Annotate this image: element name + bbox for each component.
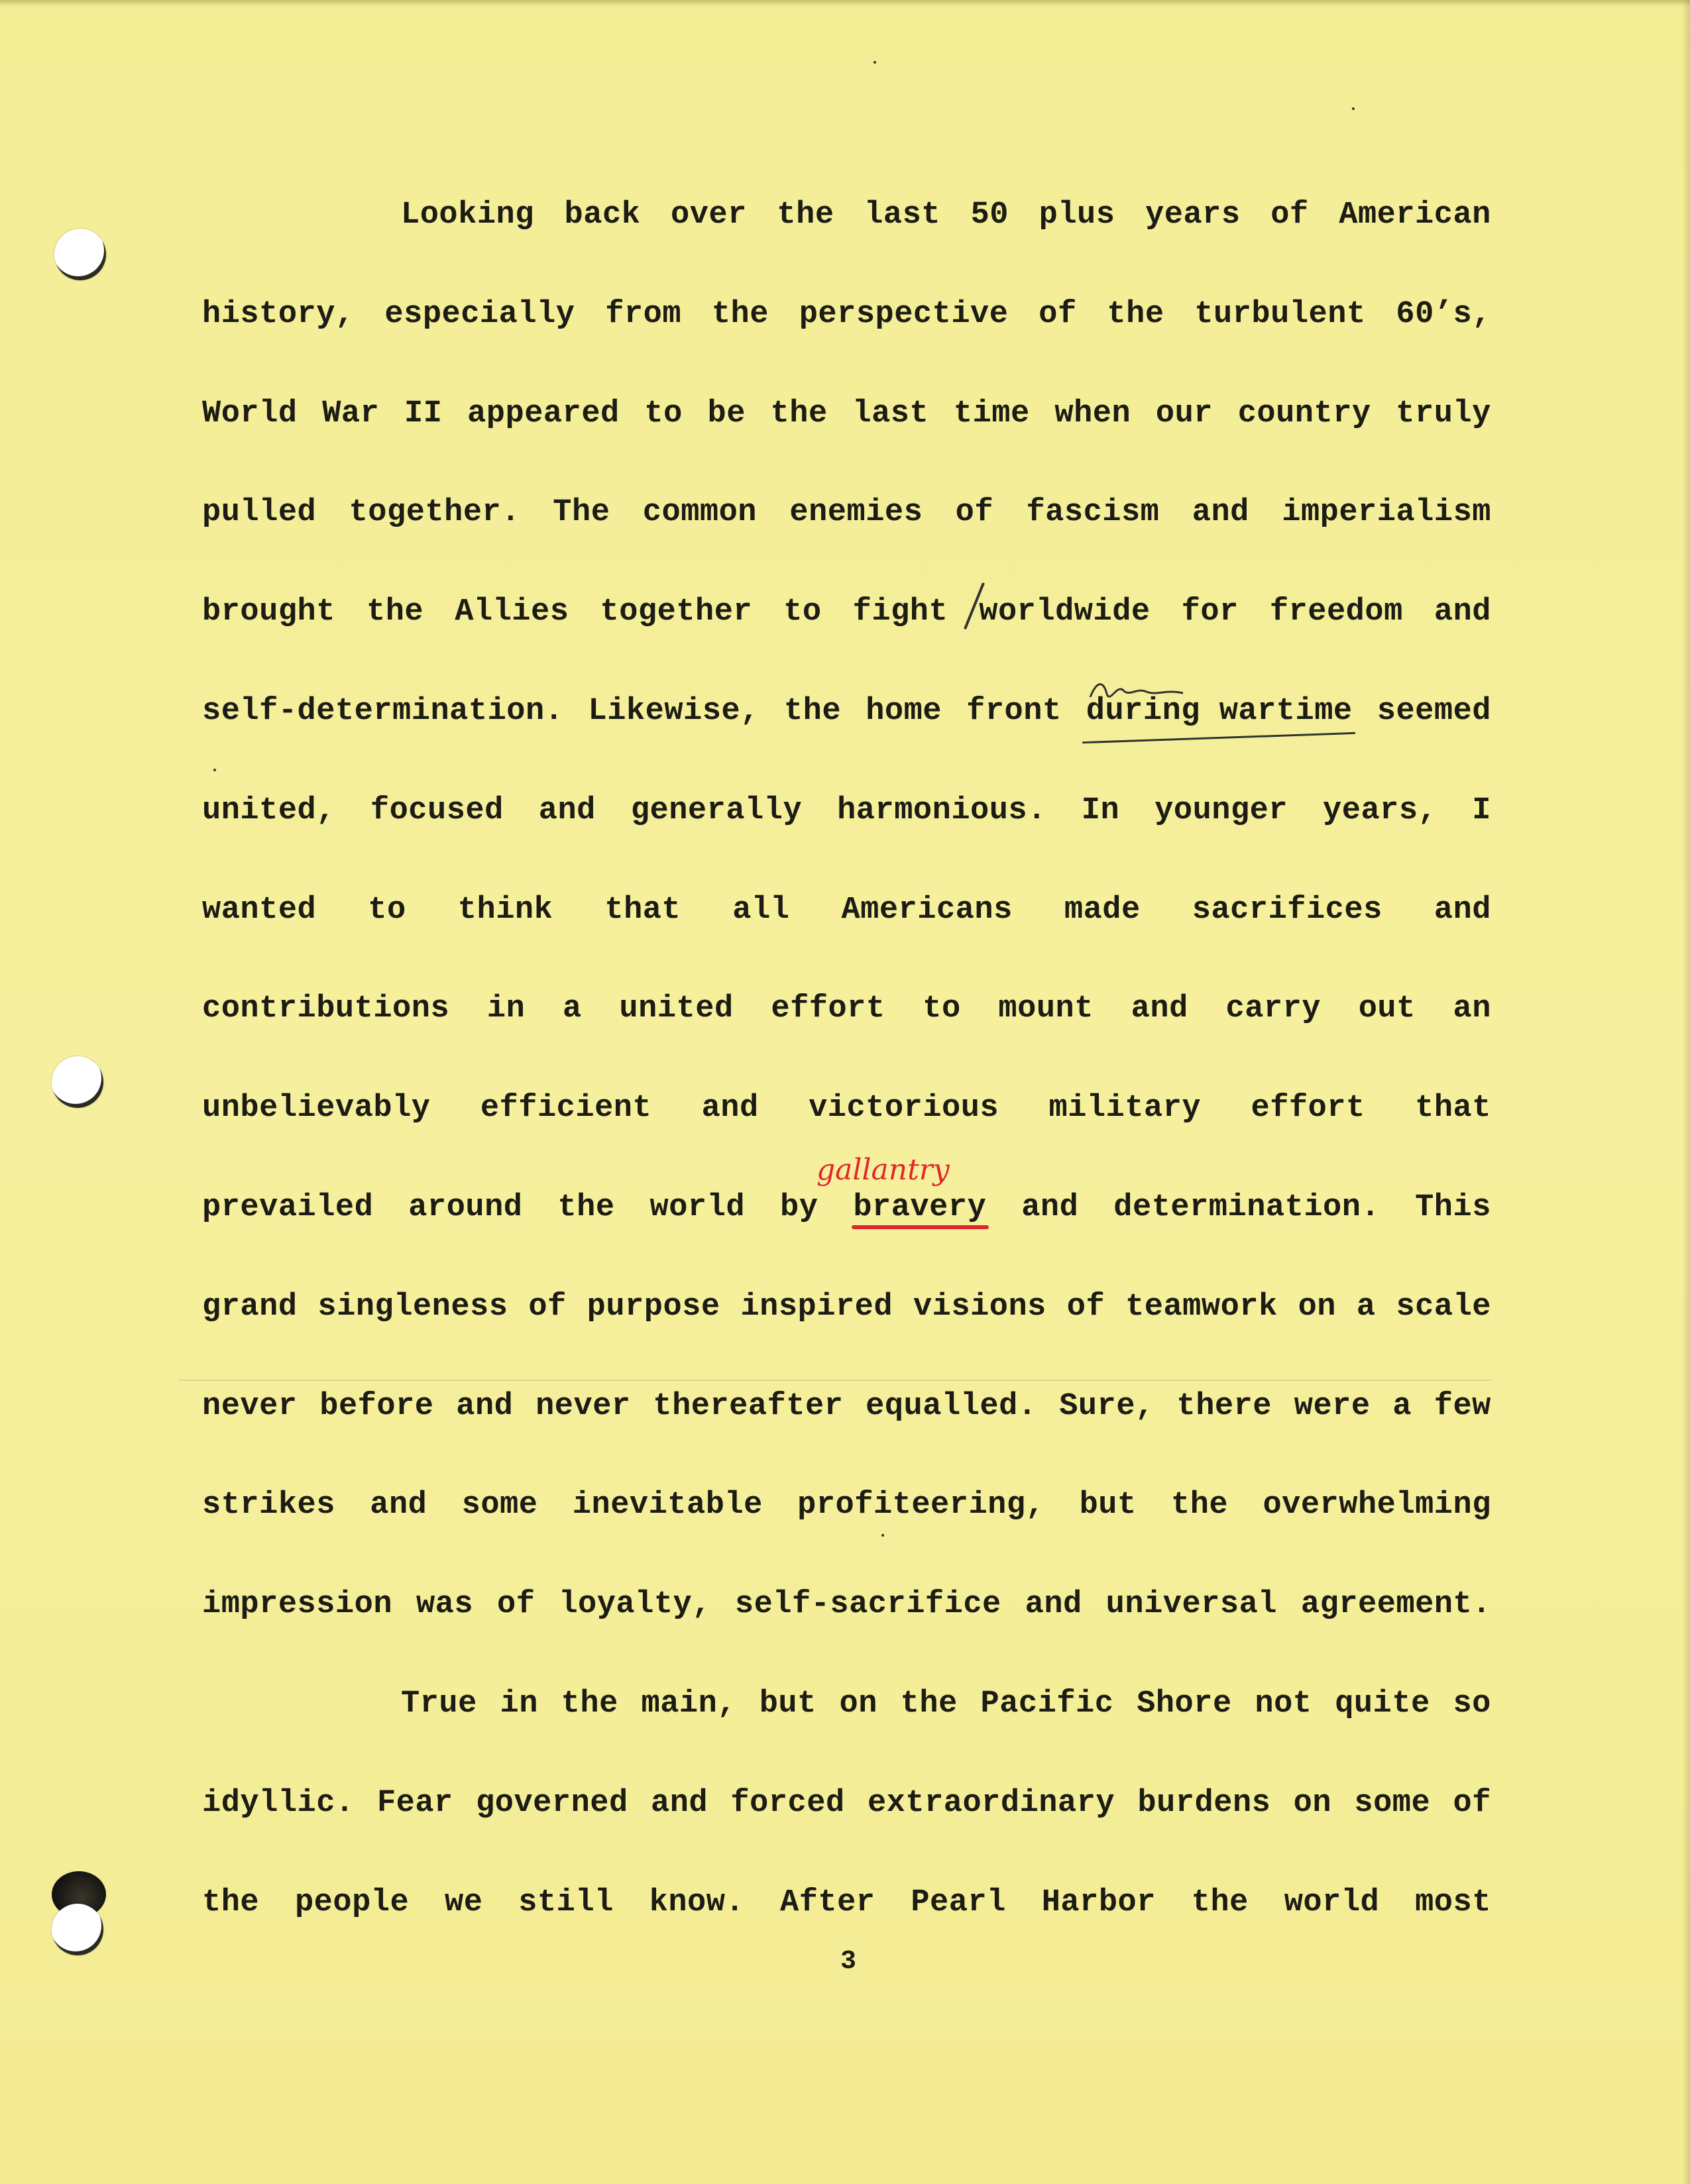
word: know. <box>649 1884 745 1920</box>
word: universal <box>1105 1587 1278 1623</box>
word: from <box>605 296 682 332</box>
word: the <box>1191 1884 1249 1920</box>
word: prevailed <box>202 1189 374 1225</box>
word: on <box>839 1686 877 1721</box>
word: so <box>1453 1686 1491 1721</box>
word: the <box>1107 296 1164 332</box>
handwritten-insertion-gallantry: gallantry <box>817 1153 950 1187</box>
text-line <box>202 1380 1491 1480</box>
word: of <box>528 1289 567 1325</box>
word: together. <box>349 495 520 531</box>
page-number: 3 <box>840 1947 856 1977</box>
word: the <box>557 1189 615 1225</box>
word: The <box>553 495 610 531</box>
word: Allies <box>455 594 569 630</box>
word: a <box>1356 1289 1376 1325</box>
word: sacrifices <box>1192 892 1382 928</box>
handwritten-scribble-mark <box>1087 677 1186 704</box>
word: profiteering, <box>797 1488 1045 1523</box>
word: appeared <box>467 396 620 431</box>
word: pulled <box>202 495 317 531</box>
word: of <box>1039 296 1077 332</box>
word: the <box>1171 1488 1229 1523</box>
binder-hole-top <box>54 229 106 280</box>
word: fascism <box>1026 495 1160 531</box>
word: to <box>783 594 822 630</box>
word: think <box>457 892 553 928</box>
word: a <box>1392 1388 1412 1424</box>
text-line <box>202 785 1491 884</box>
word: thereafter <box>653 1388 844 1424</box>
word: the <box>900 1686 958 1721</box>
word: to <box>923 991 961 1027</box>
word: some <box>1354 1785 1431 1821</box>
word: was <box>416 1587 474 1623</box>
text-line <box>202 288 1491 388</box>
word: Shore <box>1137 1686 1232 1721</box>
word: few <box>1434 1388 1491 1424</box>
word: and <box>651 1785 708 1821</box>
word: be <box>707 396 746 431</box>
word: most <box>1415 1884 1491 1920</box>
word: the <box>777 197 834 233</box>
word: and <box>1192 495 1249 531</box>
word: to <box>644 396 683 431</box>
word: Looking <box>401 197 534 233</box>
word: efficient <box>480 1091 652 1126</box>
word: freedom <box>1269 594 1403 630</box>
word: made <box>1064 892 1141 928</box>
word: equalled. <box>866 1388 1037 1424</box>
word: turbulent <box>1194 296 1366 332</box>
word: War <box>322 396 380 431</box>
word: country <box>1237 396 1371 431</box>
text-line <box>202 884 1491 983</box>
word: singleness <box>317 1289 508 1325</box>
word: extraordinary <box>867 1785 1115 1821</box>
word: main, <box>641 1686 737 1721</box>
word: military <box>1048 1091 1202 1126</box>
word: effort <box>1251 1091 1365 1126</box>
text-line <box>202 586 1491 685</box>
text-line <box>202 685 1491 785</box>
word: last <box>852 396 929 431</box>
word: enemies <box>789 495 923 531</box>
word: but <box>1079 1488 1137 1523</box>
word: purpose <box>587 1289 720 1325</box>
word: and <box>456 1388 514 1424</box>
word: carry <box>1225 991 1322 1027</box>
word: world <box>1284 1884 1380 1920</box>
word: truly <box>1396 396 1491 431</box>
word: and <box>1021 1189 1079 1225</box>
word: by <box>779 1189 818 1225</box>
word: seemed <box>1377 693 1491 729</box>
word: the <box>561 1686 618 1721</box>
word: Harbor <box>1041 1884 1156 1920</box>
word: plus <box>1039 197 1115 233</box>
word: contributions <box>202 991 450 1027</box>
word: of <box>1066 1289 1105 1325</box>
word: and <box>1131 991 1188 1027</box>
word: together <box>600 594 753 630</box>
word: idyllic. <box>202 1785 355 1821</box>
word: and <box>1434 594 1491 630</box>
word: imperialism <box>1282 495 1491 531</box>
word: there <box>1176 1388 1272 1424</box>
word: especially <box>384 296 575 332</box>
word: history, <box>202 296 355 332</box>
word: people <box>294 1884 410 1920</box>
typed-text-body <box>202 189 1491 1975</box>
word: American <box>1339 197 1491 233</box>
word: we <box>445 1884 483 1920</box>
word: and <box>1025 1587 1082 1623</box>
word: forced <box>730 1785 845 1821</box>
word: loyalty, <box>559 1587 711 1623</box>
word: years <box>1145 197 1241 233</box>
word: the <box>711 296 769 332</box>
word: and <box>538 792 596 828</box>
word: strikes <box>202 1488 335 1523</box>
word: never <box>535 1388 631 1424</box>
word: but <box>759 1686 817 1721</box>
word: and <box>370 1488 427 1523</box>
right-edge-shadow <box>1682 0 1690 2184</box>
word: self-sacrifice <box>734 1587 1001 1623</box>
word: 60’s, <box>1396 296 1491 332</box>
word: of <box>1270 197 1309 233</box>
text-line <box>202 1181 1491 1281</box>
word: still <box>518 1884 614 1920</box>
word: over <box>670 197 747 233</box>
word: younger <box>1155 792 1288 828</box>
word: and <box>1434 892 1491 928</box>
word: wanted <box>202 892 317 928</box>
word: effort <box>771 991 885 1027</box>
word: World <box>202 396 298 431</box>
word: determination. <box>1113 1189 1380 1225</box>
text-line <box>202 1777 1491 1877</box>
word: overwhelming <box>1263 1488 1491 1523</box>
word: on <box>1298 1289 1336 1325</box>
word: True <box>401 1686 477 1721</box>
word: of <box>955 495 994 531</box>
text-line <box>202 189 1491 288</box>
word: Sure, <box>1059 1388 1155 1424</box>
word: inevitable <box>572 1488 763 1523</box>
word: mount <box>998 991 1094 1027</box>
word: the <box>783 693 842 729</box>
word: time <box>953 396 1030 431</box>
word: harmonious. <box>837 792 1046 828</box>
word: fight <box>852 594 948 630</box>
word: the <box>366 594 424 630</box>
word: agreement. <box>1300 1587 1491 1623</box>
word: not <box>1255 1686 1312 1721</box>
text-line <box>202 1578 1491 1678</box>
word: and <box>701 1091 759 1126</box>
word: After <box>779 1884 875 1920</box>
word: grand <box>202 1289 298 1325</box>
word: Fear <box>376 1785 453 1821</box>
binder-hole-bottom <box>52 1904 103 1955</box>
text-line <box>202 388 1491 487</box>
word: common <box>642 495 758 531</box>
word: united, <box>202 792 335 828</box>
word: in <box>486 991 526 1027</box>
word: that <box>604 892 681 928</box>
word: home <box>866 693 942 729</box>
word: generally <box>630 792 803 828</box>
word: Likewise, <box>588 693 760 729</box>
word: when <box>1054 396 1131 431</box>
word: impression <box>202 1587 393 1623</box>
struck-phrase-during-wartime: during wartime <box>1086 685 1353 785</box>
word: of <box>1453 1785 1491 1821</box>
word: unbelievably <box>202 1091 431 1126</box>
word: In <box>1081 792 1120 828</box>
top-edge-shadow <box>0 0 1690 7</box>
word: a <box>563 991 582 1027</box>
word: the <box>202 1884 260 1920</box>
paper-speck <box>1352 107 1355 110</box>
word: inspired <box>740 1289 893 1325</box>
word: last <box>864 197 940 233</box>
word: I <box>1472 792 1491 828</box>
word: all <box>732 892 790 928</box>
word: Pacific <box>980 1686 1114 1721</box>
word: Americans <box>841 892 1013 928</box>
word: never <box>202 1388 298 1424</box>
text-line <box>202 983 1491 1082</box>
word: self-determination. <box>202 693 564 729</box>
word: 50 <box>970 197 1009 233</box>
paper-speck <box>873 61 876 64</box>
word: an <box>1453 991 1491 1027</box>
word: perspective <box>799 296 1009 332</box>
word: our <box>1155 396 1213 431</box>
text-line <box>202 1281 1491 1380</box>
word: scale <box>1396 1289 1491 1325</box>
word: front <box>966 693 1062 729</box>
word: years, <box>1323 792 1437 828</box>
word: II <box>404 396 443 431</box>
word: united <box>619 991 734 1027</box>
word: in <box>500 1686 538 1721</box>
word: visions <box>913 1289 1046 1325</box>
word: for <box>1181 594 1239 630</box>
word: before <box>319 1388 434 1424</box>
word: victorious <box>809 1091 999 1126</box>
word: were <box>1294 1388 1371 1424</box>
word: around <box>408 1189 523 1225</box>
text-line <box>202 486 1491 586</box>
struck-word-bravery: bravery <box>853 1181 986 1281</box>
word: world <box>649 1189 746 1225</box>
word: the <box>770 396 828 431</box>
word: that <box>1415 1091 1491 1126</box>
word: burdens <box>1137 1785 1271 1821</box>
word: back <box>564 197 641 233</box>
text-line <box>202 1678 1491 1777</box>
binder-hole-middle <box>52 1056 103 1108</box>
word: focused <box>370 792 504 828</box>
word: This <box>1415 1189 1491 1225</box>
word: worldwide <box>979 594 1151 630</box>
word: teamwork <box>1125 1289 1278 1325</box>
word: governed <box>476 1785 628 1821</box>
word: on <box>1293 1785 1332 1821</box>
word: to <box>368 892 406 928</box>
word: quite <box>1335 1686 1430 1721</box>
text-line <box>202 1479 1491 1578</box>
word: out <box>1358 991 1416 1027</box>
word: some <box>461 1488 538 1523</box>
word: Pearl <box>911 1884 1006 1920</box>
word: brought <box>202 594 335 630</box>
word: of <box>496 1587 535 1623</box>
